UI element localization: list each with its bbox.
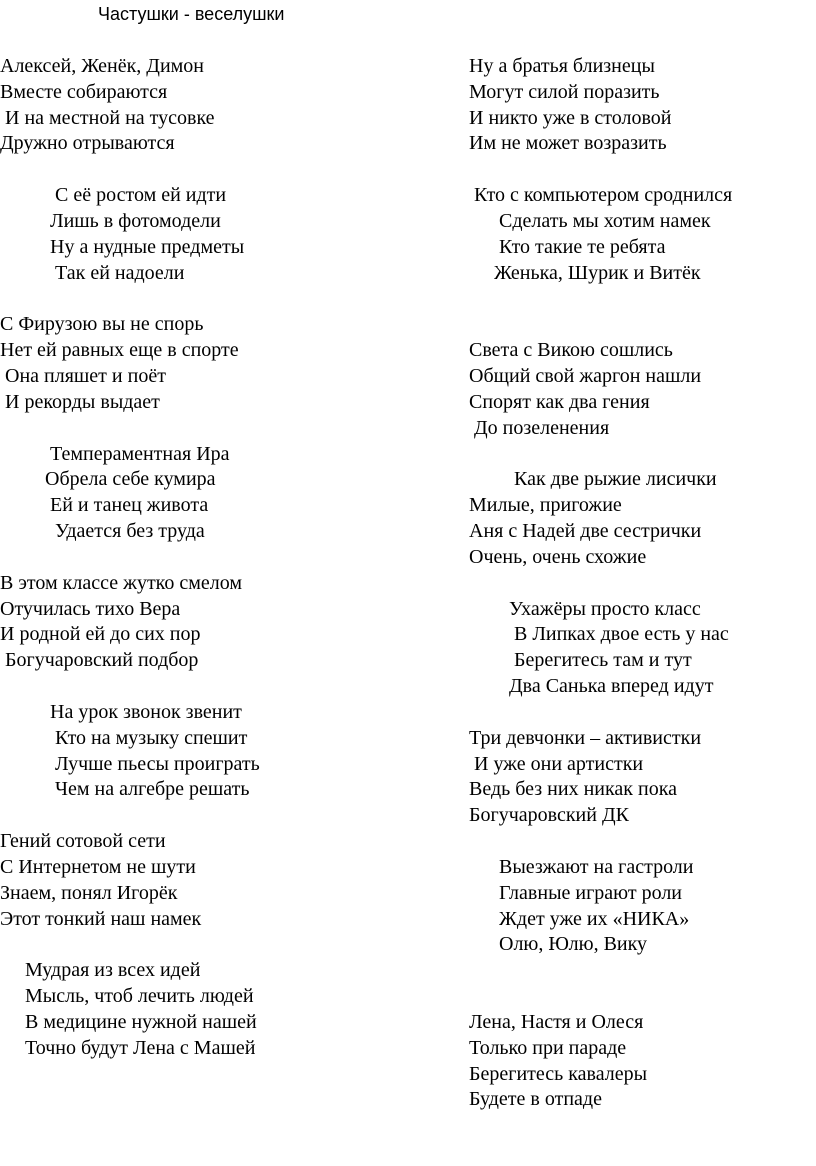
verse-line: И родной ей до сих пор	[0, 623, 201, 646]
verse-line: Лена, Настя и Олеся	[469, 1010, 644, 1033]
stanza	[0, 958, 420, 1061]
verse-line: Точно будут Лена с Машей	[0, 1036, 256, 1059]
verse-line: Нет ей равных еще в спорте	[0, 339, 239, 362]
verse-line: Сделать мы хотим намек	[469, 209, 711, 232]
verse-line: Этот тонкий наш намек	[0, 907, 202, 930]
verse-line: Чем на алгебре решать	[0, 778, 250, 801]
verse-line: В медицине нужной нашей	[0, 1010, 257, 1033]
stanza	[469, 183, 809, 286]
verse-line: Мысль, чтоб лечить людей	[0, 985, 254, 1008]
stanza	[469, 726, 809, 829]
verse-line: Света с Викою сошлись	[469, 339, 673, 362]
stanza	[469, 855, 809, 958]
right-column	[469, 54, 809, 1139]
verse-line: Будете в отпаде	[469, 1088, 602, 1111]
verse-line	[469, 984, 809, 1010]
verse-line: Обрела себе кумира	[0, 468, 216, 491]
verse-line: Вместе собираются	[0, 80, 168, 103]
verse-line: Богучаровский подбор	[0, 649, 199, 672]
verse-line: Милые, пригожие	[469, 494, 622, 517]
verse-line: Три девчонки – активистки	[469, 726, 702, 749]
stanza	[469, 984, 809, 1113]
stanza	[0, 571, 420, 674]
stanza	[469, 54, 809, 157]
verse-line: Гений сотовой сети	[0, 830, 166, 853]
verse-line	[469, 312, 809, 338]
verse-line: Очень, очень схожие	[469, 545, 647, 568]
verse-line: Им не может возразить	[469, 132, 667, 155]
verse-line: С её ростом ей идти	[0, 184, 227, 207]
verse-line: Ведь без них никак пока	[469, 778, 677, 801]
stanza	[469, 597, 809, 700]
verse-line: И уже они артистки	[469, 752, 644, 775]
verse-line: Ухажёры просто класс	[469, 597, 701, 620]
verse-line: И на местной на тусовке	[0, 106, 215, 129]
verse-line: Ну а братья близнецы	[469, 55, 655, 77]
verse-line: Лучше пьесы проиграть	[0, 752, 260, 775]
verse-line: Аня с Надей две сестрички	[469, 519, 702, 542]
verse-line: С Фирузою вы не спорь	[0, 313, 204, 336]
stanza	[0, 829, 420, 932]
verse-line: На урок звонок звенит	[0, 700, 242, 723]
verse-line: Богучаровский ДК	[469, 804, 629, 827]
verse-line: Так ей надоели	[0, 261, 185, 284]
verse-line: Олю, Юлю, Вику	[469, 933, 648, 956]
verse-line: Ну а нудные предметы	[0, 235, 245, 258]
verse-line: Общий свой жаргон нашли	[469, 364, 702, 387]
verse-line: С Интернетом не шути	[0, 855, 196, 878]
verse-line: Два Санька вперед идут	[469, 674, 714, 697]
verse-line: Спорят как два гения	[469, 390, 650, 413]
verse-line: Кто с компьютером сроднился	[469, 184, 733, 207]
stanza	[0, 700, 420, 803]
verse-line: Выезжают на гастроли	[469, 855, 694, 878]
poem-title: Частушки - веселушки	[98, 4, 285, 24]
verse-line: Только при параде	[469, 1036, 627, 1059]
verse-line: В Липках двое есть у нас	[469, 623, 729, 646]
verse-line: И рекорды выдает	[0, 390, 160, 413]
stanza	[0, 312, 420, 415]
stanza	[0, 442, 420, 545]
verse-line: Отучилась тихо Вера	[0, 597, 181, 620]
verse-line: Лишь в фотомодели	[0, 209, 221, 232]
verse-line: Мудрая из всех идей	[0, 959, 201, 982]
verse-line: Женька, Шурик и Витёк	[469, 261, 701, 284]
verse-line: Знаем, понял Игорёк	[0, 881, 178, 904]
left-column	[0, 54, 420, 1088]
verse-line: Темпераментная Ира	[0, 442, 230, 465]
verse-line: И никто уже в столовой	[469, 106, 672, 129]
stanza	[469, 312, 809, 441]
stanza	[469, 467, 809, 570]
verse-line: Алексей, Женёк, Димон	[0, 55, 205, 77]
verse-line: Она пляшет и поёт	[0, 364, 166, 387]
stanza	[0, 54, 420, 157]
verse-line: Удается без труда	[0, 519, 205, 542]
stanza	[0, 183, 420, 286]
verse-line: Берегитесь кавалеры	[469, 1062, 648, 1085]
verse-line: Дружно отрываются	[0, 132, 175, 155]
verse-line: Ей и танец живота	[0, 494, 209, 517]
verse-line: Как две рыжие лисички	[469, 468, 717, 491]
verse-line: Главные играют роли	[469, 881, 682, 904]
verse-line: До позеленения	[469, 416, 610, 439]
verse-line: В этом классе жутко смелом	[0, 571, 243, 594]
verse-line: Ждет уже их «НИКА»	[469, 907, 690, 930]
verse-line: Кто такие те ребята	[469, 235, 666, 258]
verse-line: Могут силой поразить	[469, 80, 660, 103]
verse-line: Берегитесь там и тут	[469, 649, 692, 672]
verse-line: Кто на музыку спешит	[0, 726, 248, 749]
